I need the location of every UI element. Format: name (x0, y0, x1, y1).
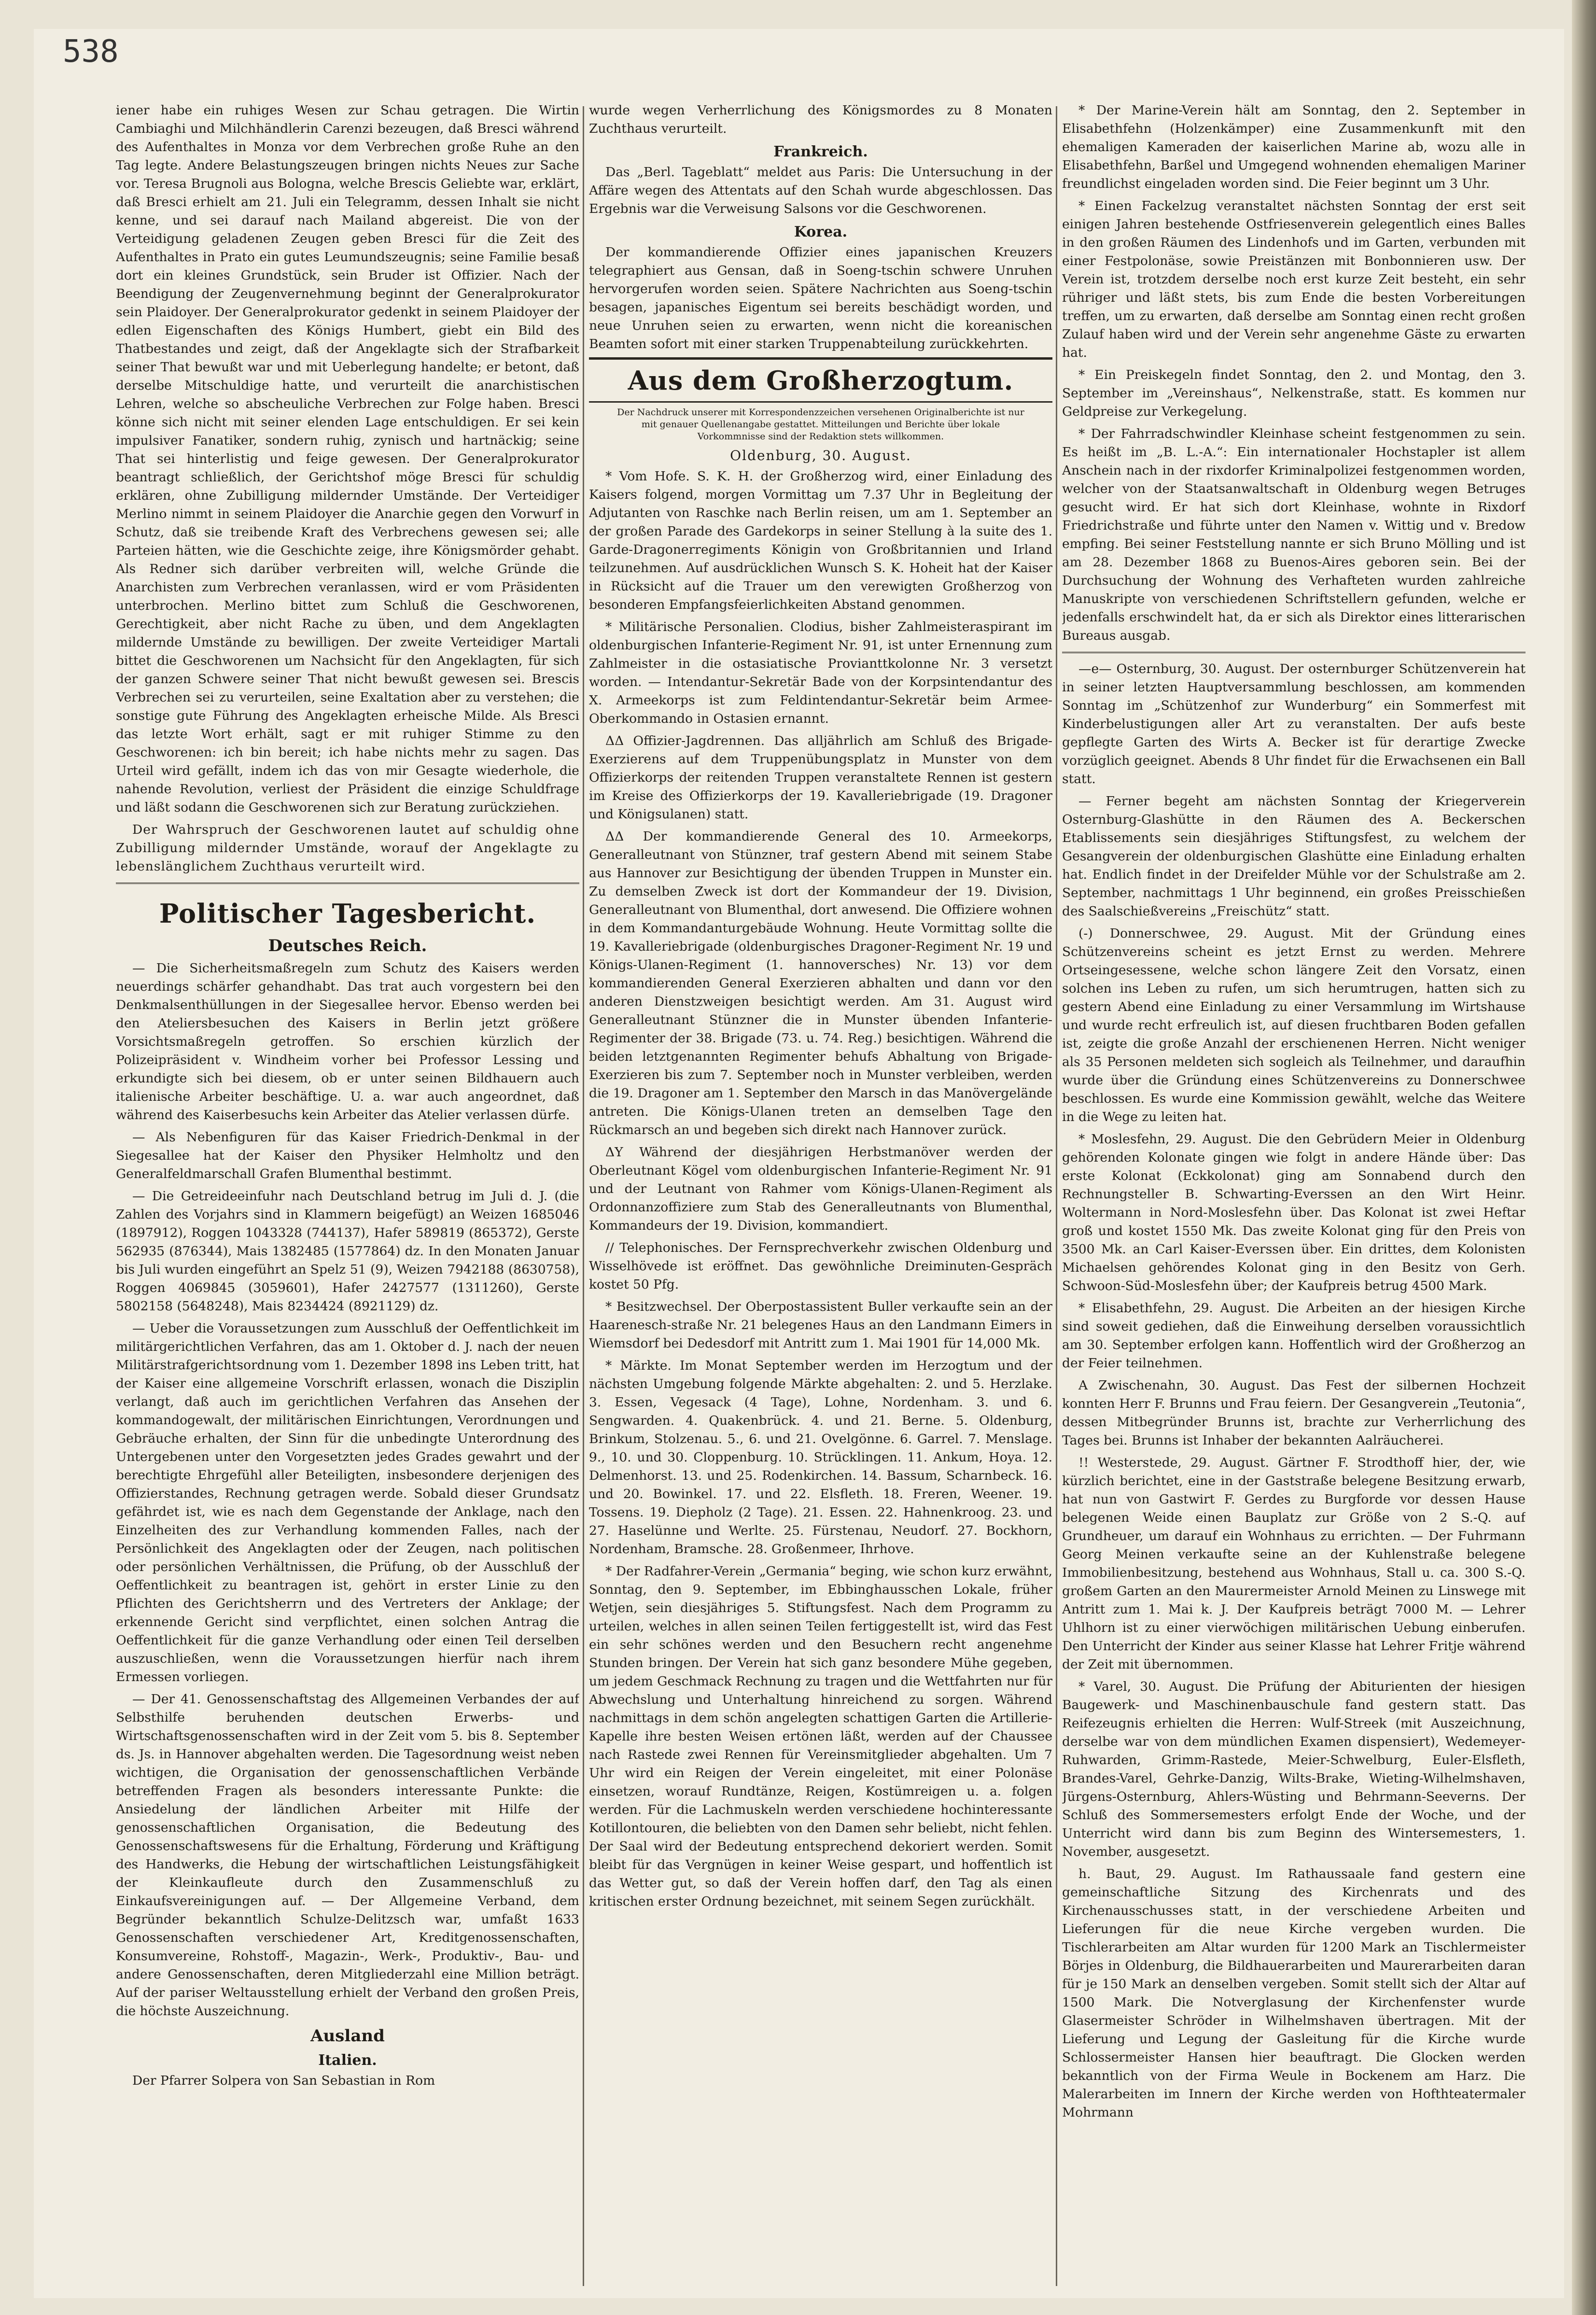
article-paragraph: — Als Nebenfiguren für das Kaiser Friedrich-Denkmal in der Siegesallee hat der Kaiser den Physiker Helmholtz und den Generalfeldmarschall Grafen Blumenthal bestimmt. (116, 1130, 579, 1181)
section-heading: Politischer Tagesbericht. (159, 898, 536, 929)
column-3 (1062, 101, 1526, 2301)
article-paragraph: — Die Sicherheitsmaßregeln zum Schutz des Kaisers werden neuerdings schärfer gehandhabt. Das trat auch vorgestern bei den Denkmalsenthüllungen in der Siegesallee hervor. Ebenso werden bei den Ateliersbesuchen des Kaisers in Berlin jetzt größere Vorsichtsmaßregeln getroffen. So erschien kürzlich der Polizeipräsident v. Windheim vorher bei Professor Lessing und erkundigte sich bei diesem, ob er unter seinen Bildhauern auch italienische Arbeiter beschäftige. U. a. war auch angeordnet, daß während des Kaiserbesuchs kein Arbeiter das Atelier verlassen dürfe. (116, 961, 579, 1122)
section-heading: Aus dem Großherzogtum. (628, 365, 1014, 396)
subsection-heading: Ausland (310, 2026, 385, 2046)
article-paragraph: * Ein Preiskegeln findet Sonntag, den 2. und Montag, den 3. September im „Vereinshaus“, Nelkenstraße, statt. Es kommen nur Geldpreise zur Verkegelung. (1062, 367, 1526, 419)
article-paragraph: ΔΥ Während der diesjährigen Herbstmanöver werden der Oberleutnant Kögel vom oldenburgischen Infanterie-Regiment Nr. 91 und der Leutnant von Rahmer vom Königs-Ulanen-Regiment als Ordonnanzoffiziere zum Stab des Generalleutnants von Blumenthal, Kommandeurs der 19. Division, kommandiert. (589, 1145, 1052, 1233)
article-paragraph: // Telephonisches. Der Fernsprechverkehr zwischen Oldenburg und Wisselhövede ist eröffnet. Das gewöhnliche Dreiminuten-Gespräch kostet 50 Pfg. (589, 1240, 1052, 1292)
column-2 (589, 101, 1052, 2301)
page-number: 538 (63, 34, 119, 70)
article-paragraph: * Der Marine-Verein hält am Sonntag, den 2. September in Elisabethfehn (Holzenkämper) eine Zusammenkunft mit den ehemaligen Kameraden der kaiserlichen Marine ab, wozu alle in Elisabethfehn, Barßel und Umgegend wohnenden ehemaligen Mariner freundlichst eingeladen worden sind. Die Feier beginnt um 3 Uhr. (1062, 103, 1526, 191)
article-paragraph: Der kommandierende Offizier eines japanischen Kreuzers telegraphiert aus Gensan, daß in Soeng-tschin schwere Unruhen hervorgerufen worden seien. Spätere Nachrichten aus Soeng-tschin besagen, japanisches Eigentum sei bereits beschädigt worden, und neue Unruhen seien zu erwarten, wenn nicht die koreanischen Beamten sofort mit einer starken Truppenabteilung zurückkehrten. (589, 245, 1052, 351)
article-paragraph: (-) Donnerschwee, 29. August. Mit der Gründung eines Schützenvereins scheint es jetzt Ernst zu werden. Mehrere Ortseingesessene, welche schon längere Zeit den Vorsatz, einen solchen ins Leben zu rufen, um sich herumtrugen, hatten sich zu gestern Abend eine Einladung zu einer Versammlung im Wirtshause und wurde recht erfreulich ist, auf diesen fruchtbaren Boden gefallen ist, zeigte die große Anzahl der erschienenen Herren. Nicht weniger als 35 Personen meldeten sich sogleich als Teilnehmer, und daraufhin wurde über die Gründung eines Schützenvereins zu Donnerschwee beschlossen. Es wurde eine Kommission gewählt, welche das Weitere in die Wege zu leiten hat. (1062, 926, 1526, 1124)
country-heading: Korea. (794, 224, 848, 240)
article-paragraph: — Der 41. Genossenschaftstag des Allgemeinen Verbandes der auf Selbsthilfe beruhenden deutschen Erwerbs- und Wirtschaftsgenossenschaften wird in der Zeit vom 5. bis 8. September ds. Js. in Hannover abgehalten werden. Die Tagesordnung weist neben wichtigen, die Organisation der genossenschaftlichen Verbände betreffenden Fragen als besonders interessante Punkte: die Ansiedelung der ländlichen Arbeiter mit Hilfe der genossenschaftlichen Organisation, die Bedeutung des Genossenschaftswesens für die Erhaltung, Förderung und Kräftigung des Handwerks, die Hebung der wirtschaftlichen Leistungsfähigkeit der Kleinkaufleute durch den Zusammenschluß zu Einkaufsvereinigungen auf. — Der Allgemeine Verband, dem Begründer bekanntlich Schulze-Delitzsch war, umfaßt 1633 Genossenschaften verschiedener Art, Kreditgenossenschaften, Konsumvereine, Rohstoff-, Magazin-, Werk-, Produktiv-, Bau- und andere Genossenschaften, deren Mitgliederzahl eine Million beträgt. Auf der pariser Weltausstellung erhielt der Verband den großen Preis, die höchste Auszeichnung. (116, 1692, 579, 2019)
article-paragraph: * Einen Fackelzug veranstaltet nächsten Sonntag der erst seit einigen Jahren bestehende Ostfriesenverein gelegentlich eines Balles in den großen Räumen des Lindenhofs und im Garten, verbunden mit einer Festpolonäse, sowie Preistänzen mit Bonbonnieren usw. Der Verein ist, trotzdem derselbe noch erst kurze Zeit besteht, ein sehr rühriger und läßt stets, bis zum Ende die besten Vorbereitungen treffen, um zu erwarten, daß derselbe am Sonntag einen recht großen Zulauf haben wird und der Verein sehr angenehme Gäste zu erwarten hat. (1062, 198, 1526, 360)
article-paragraph: * Militärische Personalien. Clodius, bisher Zahlmeisteraspirant im oldenburgischen Infanterie-Regiment Nr. 91, ist unter Ernennung zum Zahlmeister in die ostasiatische Provianttkolonne Nr. 3 versetzt worden. — Intendantur-Sekretär Bade von der Korpsintendantur des X. Armeekorps ist zum Feldintendantur-Sekretär beim Armee-Oberkommando in Ostasien ernannt. (589, 619, 1052, 726)
article-paragraph: * Märkte. Im Monat September werden im Herzogtum und der nächsten Umgebung folgende Märkte abgehalten: 2. und 5. Herzlake. 3. Essen, Vegesack (4 Tage), Lohne, Nordenham. 3. und 6. Sengwarden. 4. Quakenbrück. 4. und 21. Berne. 5. Oldenburg, Brinkum, Stolzenau. 5., 6. und 21. Ovelgönne. 6. Garrel. 7. Menslage. 9., 10. und 30. Cloppenburg. 10. Strücklingen. 11. Ankum, Hoya. 12. Delmenhorst. 13. und 25. Rodenkirchen. 14. Bassum, Scharnbeck. 16. und 20. Bowinkel. 17. und 22. Elsfleth. 18. Freren, Weener. 19. Tossens. 19. Diepholz (2 Tage). 21. Essen. 22. Hahnenkroog. 23. und 27. Haselünne und Werlte. 25. Fürstenau, Neudorf. 27. Bockhorn, Nordenham, Bramsche. 28. Großenmeer, Ihrhove. (589, 1358, 1052, 1557)
article-paragraph: wurde wegen Verherrlichung des Königsmordes zu 8 Monaten Zuchthaus verurteilt. (589, 103, 1052, 136)
article-paragraph: ΔΔ Offizier-Jagdrennen. Das alljährlich am Schluß des Brigade-Exerzierens auf dem Truppenübungsplatz in Munster von dem Offizierkorps der reitenden Truppen veranstaltete Rennen ist gestern im Kreise des Offizierkorps der 19. Kavalleriebrigade (19. Dragoner und Königsulanen) statt. (589, 733, 1052, 822)
article-paragraph: ΔΔ Der kommandierende General des 10. Armeekorps, Generalleutnant von Stünzner, traf gestern Abend mit seinem Stabe aus Hannover zur Besichtigung der übenden Truppen in Munster ein. Zu demselben Zweck ist dort der Kommandeur der 19. Division, Generalleutnant von Blumenthal, dort anwesend. Die Offiziere wohnen in dem Kommandanturgebäude Wohnung. Heute Vormittag sollte die 19. Kavalleriebrigade (oldenburgisches Dragoner-Regiment Nr. 19 und Königs-Ulanen-Regiment (1. hannoversches) Nr. 13) vor dem kommandierenden General Exerzieren abhalten und dann vor den anderen Dienstzweigen besichtigt werden. Am 31. August wird Generalleutnant Stünzner die in Munster übenden Infanterie-Regimenter der 38. Brigade (73. u. 74. Reg.) besichtigen. Während die beiden letztgenannten Regimenter behufs Abhaltung von Brigade-Exerzieren bis zum 7. September noch in Munster verbleiben, werden die 19. Dragoner am 1. September den Marsch in das Manövergelände antreten. Die Königs-Ulanen treten an demselben Tage den Rückmarsch an und begeben sich direkt nach Hannover zurück. (589, 829, 1052, 1137)
article-paragraph: — Ferner begeht am nächsten Sonntag der Kriegerverein Osternburg-Glashütte in den Räumen des A. Beckerschen Etablissements sein diesjähriges Stiftungsfest, zu welchem der Gesangverein der oldenburgischen Glashütte eine Einladung erhalten hat. Endlich findet in der Dreifelder Mühle vor der Schulstraße am 2. September, nachmittags 1 Uhr beginnend, ein großes Preisschießen des Saalschießvereins „Freischütz“ statt. (1062, 794, 1526, 919)
article-paragraph: * Vom Hofe. S. K. H. der Großherzog wird, einer Einladung des Kaisers folgend, morgen Vormittag um 7.37 Uhr in Begleitung der Adjutanten von Raschke nach Berlin reisen, um am 1. September an der großen Parade des Gardekorps in seiner Stellung à la suite des 1. Garde-Dragonerregiments Königin von Großbritannien und Irland teilzunehmen. Auf ausdrücklichen Wunsch S. K. Hoheit hat der Kaiser in Rücksicht auf die Trauer um den verewigten Großherzog von besonderen Empfangsfeierlichkeiten Abstand genommen. (589, 469, 1052, 612)
article-paragraph: — Die Getreideeinfuhr nach Deutschland betrug im Juli d. J. (die Zahlen des Vorjahrs sind in Klammern beigefügt) an Weizen 1685046 (1897912), Roggen 1043328 (744137), Hafer 589819 (865372), Gerste 562935 (876344), Mais 1382485 (1577864) dz. In den Monaten Januar bis Juli wurden eingeführt an Spelz 51 (9), Weizen 7942188 (8630758), Roggen 4069845 (3059601), Hafer 2427577 (1311260), Gerste 5802158 (5648248), Mais 8234424 (8921129) dz. (116, 1189, 579, 1314)
column-1 (116, 101, 579, 2301)
column-rule (1056, 106, 1057, 2286)
article-paragraph: * Der Fahrradschwindler Kleinhase scheint festgenommen zu sein. Es heißt im „B. L.-A.“: Ein internationaler Hochstapler ist allem Anschein nach in der rixdorfer Kriminalpolizei festgenommen worden, welcher von der Staatsanwaltschaft in Oldenburg wegen Betruges gesucht wird. Er hat sich dort Kleinhase, wohnte in Rixdorf Friedrichstraße und führte unter den Namen v. Wittig und v. Bredow empfing. Bei seiner Feststellung nannte er sich Bruno Mölling und ist am 28. Dezember 1868 zu Buenos-Aires geboren sein. Bei der Durchsuchung der Wohnung des Verhafteten wurden zahlreiche Manuskripte von verschiedenen Schriftstellern gefunden, welche er jedenfalls erschwindelt hat, da er sich als Direktor eines litterarischen Bureaus ausgab. (1062, 426, 1526, 643)
article-paragraph: * Der Radfahrer-Verein „Germania“ beging, wie schon kurz erwähnt, Sonntag, den 9. September, im Ebbinghausschen Lokale, früher Wetjen, sein diesjähriges 5. Stiftungsfest. Nach dem Programm zu urteilen, welches in allen seinen Teilen fertiggestellt ist, wird das Fest ein sehr schönes werden und den Besuchern recht angenehme Stunden bringen. Der Verein hat sich ganz besondere Mühe gegeben, um jedem Geschmack Rechnung zu tragen und die Wettfahrten nur für Abwechslung und Unterhaltung hinreichend zu sorgen. Während nachmittags in dem schön angelegten schattigen Garten die Artillerie-Kapelle ihre besten Weisen ertönen läßt, werden auf der Chaussee nach Rastede zwei Rennen für Vereinsmitglieder abgehalten. Um 7 Uhr wird ein Reigen der Verein eingeleitet, mit einer Polonäse einsetzen, worauf Rundtänze, Reigen, Kostümreigen u. a. folgen werden. Für die Lachmuskeln werden verschiedene hochinteressante Kotillontouren, die beliebten von den Damen sehr beliebt, nicht fehlen. Der Saal wird der Bedeutung entsprechend dekoriert werden. Somit bleibt für das Vergnügen in keiner Weise gespart, und hoffentlich ist das Wetter gut, so daß der Verein hoffen darf, den Tag als einen kritischen erster Ordnung bezeichnet, mit seinem Segen zurückhält. (589, 1564, 1052, 1909)
article-paragraph: * Moslesfehn, 29. August. Die den Gebrüdern Meier in Oldenburg gehörenden Kolonate gingen wie folgt in andere Hände über: Das erste Kolonat (Eckkolonat) ging am Sonnabend durch den Rechnungsteller B. Schwarting-Everssen an den Wirt Heinr. Woltermann in Nord-Moslesfehn über. Das Kolonat ist zwei Heftar groß und kostet 1550 Mk. Das zweite Kolonat ging für den Preis von 3500 Mk. an Carl Kaiser-Everssen über. Ein drittes, dem Kolonisten Michaelsen gehörendes Kolonat ging in den Besitz von Gerh. Schwoon-Süd-Moslesfehn über; der Kaufpreis betrug 4500 Mark. (1062, 1132, 1526, 1293)
article-paragraph: * Elisabethfehn, 29. August. Die Arbeiten an der hiesigen Kirche sind soweit gediehen, daß die Einweihung derselben voraussichtlich am 30. September erfolgen kann. Hoffentlich wird der Großherzog an der Feier teilnehmen. (1062, 1301, 1526, 1371)
column-rule (583, 106, 584, 2286)
section-divider (116, 883, 579, 884)
country-heading: Italien. (318, 2052, 377, 2069)
article-paragraph: * Besitzwechsel. Der Oberpostassistent Buller verkaufte sein an der Haarenesch-straße Nr. 21 belegenes Haus an den Landmann Eimers in Wiemsdorf bei Dedesdorf mit Antritt zum 1. Mai 1901 für 14,000 Mk. (589, 1299, 1052, 1351)
article-paragraph: Der Wahrspruch der Geschworenen lautet auf schuldig ohne Zubilligung mildernder Umstände, worauf der Angeklagte zu lebenslänglichem Zuchthaus verurteilt wird. (116, 822, 579, 874)
article-paragraph: * Varel, 30. August. Die Prüfung der Abiturienten der hiesigen Baugewerk- und Maschinenbauschule fand gestern statt. Das Reifezeugnis erhielten die Herren: Wulf-Streek (mit Auszeichnung, derselbe war von dem mündlichen Examen dispensiert), Wedemeyer-Ruhwarden, Grimm-Rastede, Meier-Schwelburg, Euler-Elsfleth, Brandes-Varel, Gehrke-Danzig, Wilts-Brake, Wieting-Wilhelmshaven, Jürgens-Osternburg, Ahlers-Wüsting und Behrmann-Seeverns. Der Schluß des Sommersemesters erfolgt Ende der Woche, und der Unterricht wird dann bis zum Beginn des Wintersemesters, 1. November, ausgesetzt. (1062, 1679, 1526, 1859)
article-paragraph: !! Westerstede, 29. August. Gärtner F. Strodthoff hier, der, wie kürzlich berichtet, eine in der Gaststraße belegene Besitzung erwarb, hat nun von Gastwirt F. Gerdes zu Burgforde vor dessen Hause belegenen Weide einen Bauplatz zur Größe von 2 S.-Q. auf Grundheuer, um darauf ein Wohnhaus zu errichten. — Der Fuhrmann Georg Meinen verkaufte seine an der Kuhlenstraße belegene Immobilienbesitzung, bestehend aus Wohnhaus, Stall u. ca. 300 S.-Q. großem Garten an den Maurermeister Arnold Meinen zu Linswege mit Antritt zum 1. Mai k. J. Der Kaufpreis beträgt 7000 M. — Lehrer Uhlhorn ist zu einer vierwöchigen militärischen Uebung einberufen. Den Unterricht der Kinder aus seiner Klasse hat Lehrer Fritje während der Zeit mit übernommen. (1062, 1455, 1526, 1672)
article-paragraph: — Ueber die Voraussetzungen zum Ausschluß der Oeffentlichkeit im militärgerichtlichen Verfahren, das am 1. Oktober d. J. nach der neuen Militärstrafgerichtsordnung vom 1. Dezember 1898 ins Leben tritt, hat der Kaiser eine allgemeine Vorschrift erlassen, wonach die Disziplin verlangt, daß auch im gerichtlichen Verfahren das Ansehen der kommandogewalt, der militärischen Einrichtungen, Verordnungen und Gebräuche erhalten, der Sinn für die unbedingte Unterordnung des Untergebenen unter den Vorgesetzten jedes Grades gewahrt und der berechtigte Ehrgefühl aller Beteiligten, insbesondere derjenigen des Offizierstandes, Rechnung getragen werde. Sobald dieser Grundsatz gefährdet ist, wie es nach dem Gegenstande der Anklage, nach den Einzelheiten des zur Verhandlung kommenden Falles, nach der Persönlichkeit des Angeklagten oder der Zeugen, nach politischen oder persönlichen Verhältnissen, die Prüfung, ob der Ausschluß der Oeffentlichkeit zu beantragen ist, gehört in erster Linie zu den Pflichten des Gerichtsherrn und des Vertreters der Anklage; der erkennende Gericht sind verpflichtet, einen solchen Antrag die Oeffentlichkeit für die ganze Verhandlung oder einen Teil derselben auszuschließen, wenn die Voraussetzungen hierfür nach ihrem Ermessen vorliegen. (116, 1321, 579, 1684)
scan-edge (1572, 0, 1596, 2315)
dateline: Oldenburg, 30. August. (730, 448, 911, 463)
subsection-heading: Deutsches Reich. (268, 936, 427, 955)
article-paragraph: iener habe ein ruhiges Wesen zur Schau getragen. Die Wirtin Cambiaghi und Milchhändlerin Carenzi bezeugen, daß Bresci während des Aufenthaltes in Monza vor dem Verbrechen große Ruhe an den Tag legte. Andere Belastungszeugen bringen nichts Neues zur Sache vor. Teresa Brugnoli aus Bologna, welche Brescis Geliebte war, erklärt, daß Bresci erhielt am 21. Juli ein Telegramm, dessen Inhalt sie nicht kenne, und sei darauf nach Mailand abgereist. Die von der Verteidigung geladenen Zeugen geben Bresci für die Zeit des Aufenthaltes in Prato ein gutes Leumundszeugnis; seine Familie besaß dort ein kleines Grundstück, sein Bruder ist Offizier. Nach der Beendigung der Zeugenvernehmung beginnt der Generalprokurator sein Plaidoyer. Der Generalprokurator gedenkt in seinem Plaidoyer der edlen Eigenschaften des Königs Humbert, giebt ein Bild des Thatbestandes und zeigt, daß der Angeklagte sich der Strafbarkeit seiner That bewußt war und mit Ueberlegung handelte; er betont, daß derselbe Mitschuldige hatte, und verurteilt die anarchistischen Lehren, welche so abscheuliche Verbrechen zur Folge haben. Bresci könne sich nicht mit seiner elenden Lage entschuldigen. Er sei kein impulsiver Fanatiker, sondern ruhig, zynisch und hartnäckig; seine That sei hinterlistig und feige gewesen. Der Generalprokurator beantragt schließlich, der Gerichtshof möge Bresci für schuldig erklären, ohne Zubilligung mildernder Umstände. Der Verteidiger Merlino nimmt in seinem Plaidoyer die Anarchie gegen den Vorwurf in Schutz, daß sie treibende Kraft des Verbrechens gewesen sei; alle Parteien hätten, wie die Geschichte zeige, ihre Königsmörder gehabt. Als Redner sich darüber verbreiten will, welche Gründe die Anarchisten zum Verbrechen veranlassen, wird er vom Präsidenten unterbrochen. Merlino bittet zum Schluß die Geschworenen, Gerechtigkeit, aber nicht Rache zu üben, und dem Angeklagten mildernde Umstände zu bewilligen. Der zweite Verteidiger Martali bittet die Geschworenen um Nachsicht für den Angeklagten, für sich der ganzen Schwere seiner That nicht bewußt gewesen sei. Brescis Verbrechen sei zu verurteilen, seine Exaltation aber zu verstehen; die sonstige gute Führung des Angeklagten erheische Milde. Als Bresci das letzte Wort erhält, sagt er mit ruhiger Stimme zu den Geschworenen: ich bin bereit; ich habe nichts mehr zu sagen. Das Urteil wird gefällt, indem ich das von mir Gesagte wiederhole, die nahende Revolution, verliest der Präsident die einzige Schuldfrage und läßt sodann die Geschworenen sich zur Beratung zurückziehen. (116, 103, 579, 815)
article-paragraph: Der Pfarrer Solpera von San Sebastian in Rom (132, 2073, 435, 2088)
article-paragraph: A Zwischenahn, 30. August. Das Fest der silbernen Hochzeit konnten Herr F. Brunns und Frau feiern. Der Gesangverein „Teutonia“, dessen Mitbegründer Brunns ist, brachte zur Verherrlichung des Tages bei. Brunns ist Inhaber der bekannten Aalräucherei. (1062, 1378, 1526, 1448)
reprint-notice: Der Nachdruck unserer mit Korrespondenzzeichen versehenen Originalberichte ist nur mit genauer Quellenangabe gestattet. Mitteilungen und Berichte über lokale Vorkommnisse sind der Redaktion stets willkommen. (617, 407, 1024, 442)
article-paragraph: Das „Berl. Tageblatt“ meldet aus Paris: Die Untersuchung in der Affäre wegen des Attentats auf den Schah wurde abgeschlossen. Das Ergebnis war die Verweisung Salsons vor die Geschworenen. (589, 165, 1052, 216)
article-paragraph: —e— Osternburg, 30. August. Der osternburger Schützenverein hat in seiner letzten Hauptversammlung beschlossen, am kommenden Sonntag im „Schützenhof zur Wunderburg“ ein Sommerfest mit Kinderbelustigungen aller Art zu veranstalten. Der aufs beste gepflegte Garten des Wirts A. Becker ist für derartige Zwecke vorzüglich geeignet. Abends 8 Uhr findet für die Erwachsenen ein Ball statt. (1062, 661, 1526, 786)
article-paragraph: h. Baut, 29. August. Im Rathaussaale fand gestern eine gemeinschaftliche Sitzung des Kirchenrats und des Kirchenausschusses statt, in der verschiedene Arbeiten und Lieferungen für die neue Kirche vergeben wurden. Die Tischlerarbeiten am Altar wurden für 1200 Mark an Tischlermeister Börjes in Oldenburg, die Bildhauerarbeiten und Maurerarbeiten daran für je 150 Mark an denselben vergeben. Somit stellt sich der Altar auf 1500 Mark. Die Notverglasung der Kirchenfenster wurde Glasermeister Schröder in Wilhelmshaven übertragen. Mit der Lieferung und Legung der Gasleitung für die Kirche wurde Schlossermeister Hansen hier beauftragt. Die Glocken werden bekanntlich von der Firma Weule in Bockenem am Harz. Die Malerarbeiten im Innern der Kirche werden von Hofthteatermaler Mohrmann (1062, 1866, 1526, 2120)
section-banner (589, 357, 1052, 403)
country-heading: Frankreich. (773, 143, 868, 160)
section-divider (1062, 652, 1526, 653)
